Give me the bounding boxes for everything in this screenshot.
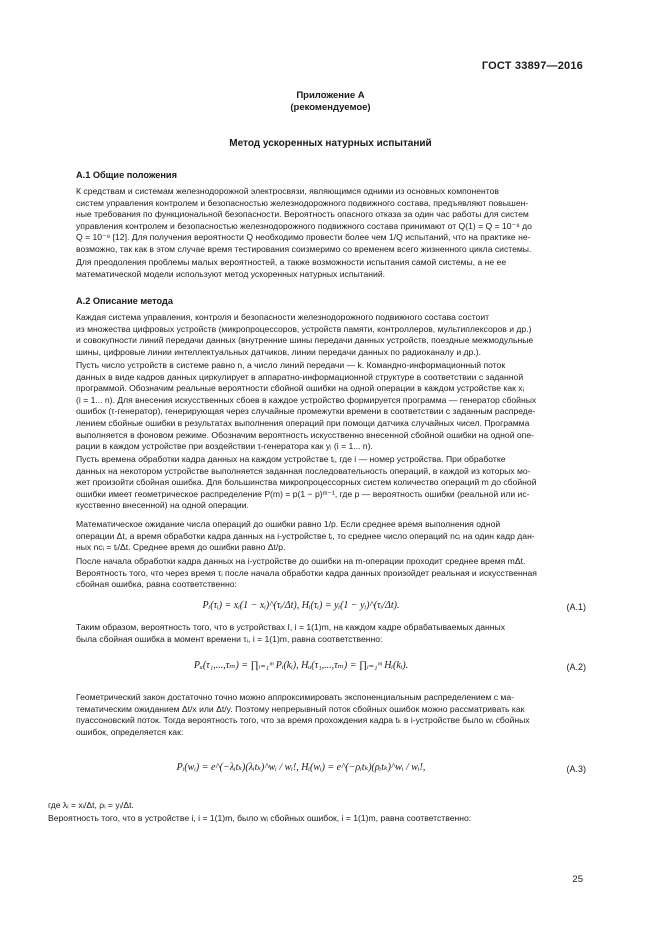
method-title: Метод ускоренных натурных испытаний bbox=[229, 138, 432, 149]
section-heading-a1: А.1 Общие положения bbox=[76, 170, 177, 180]
formula-a1-number: (А.1) bbox=[566, 602, 586, 612]
standard-header: ГОСТ 33897—2016 bbox=[481, 60, 583, 72]
paragraph-1: К средствам и системам железнодорожной электросвязи, являющимся одними из основных компонентов систем управления контролем и безопасностью железнодорожного подвижного состава, предъявляют повышен- ные требования по функциональной безопасности. Вероятность опасного отказа за один час работы для систем управления контролем и безопасностью железнодорожного подвижного состава принимают от Q(1) = Q = 10⁻⁸ до Q = 10⁻⁹ [12]. Для получения вероятности Q необходимо провести более чем 1/Q испытаний, что на практике не- возможно, так как в этом случае время тестирования соизмеримо со временем всего жизненного цикла системы. bbox=[76, 186, 532, 254]
paragraph-8: Таким образом, вероятность того, что в устройствах I, i = 1(1)m, на каждом кадре обрабатываемых данных была сбойная ошибка в момент времени τᵢ, i = 1(1)m, равна соответственно: bbox=[76, 622, 505, 644]
paragraph-5: Пусть времена обработки кадра данных на каждом устройстве tᵢ, где i — номер устройства. При обработке данных на некотором устройстве выполняется заданная последовательность операций, в каждой из которых мо- жет произойти сбойная ошибка. Для большинства микропроцессорных систем количество операций m до сбойной ошибки имеет геометрическое распределение P(m) = p(1 − p)ᵐ⁻¹, где p — вероятность ошибки (реальной или ис- кусственно внесенной) на одной операции. bbox=[76, 454, 537, 511]
formula-a3-expression: Pᵢ(wᵢ) = e^(−λᵢtₖ)(λᵢtₖ)^wᵢ / wᵢ!, Hᵢ(wᵢ) = e^(−ρᵢtₖ)(ρᵢtₖ)^wᵢ / wᵢ!, bbox=[176, 762, 426, 773]
formula-a2 bbox=[76, 658, 586, 682]
formula-a2-expression: Pᵤ(τ₁,...,τₘ) = ∏ᵢ₌₁ᵐ Pᵢ(kᵢ), Hᵤ(τ₁,...,τₘ) = ∏ᵢ₌₁ᵐ Hᵢ(kᵢ). bbox=[193, 660, 409, 671]
appendix-title: Приложение А bbox=[296, 90, 365, 101]
paragraph-7: После начала обработки кадра данных на i-устройстве до ошибки на m-операции проходит среднее время mΔt. Вероятность того, что через время τᵢ после начала обработки кадра данных произойдет реальная и искусственная сбойная ошибка, равна соответственно: bbox=[76, 556, 537, 590]
appendix-subtitle: (рекомендуемое) bbox=[290, 102, 371, 113]
paragraph-6: Математическое ожидание числа операций до ошибки равно 1/p. Если среднее время выполнения одной операции Δt, а время обработки кадра данных на i-устройстве tᵢ, то среднее число операций nсᵢ на один кадр дан- ных nсᵢ = tᵢ/Δt. Среднее время до ошибки равно Δt/p. bbox=[76, 519, 535, 553]
formula-a2-number: (А.2) bbox=[566, 662, 586, 672]
paragraph-9: Геометрический закон достаточно точно можно аппроксимировать экспоненциальным распределением с ма- тематическим ожиданием Δt/x или Δt/y. Поэтому непрерывный поток сбойных ошибок можно рассматривать как пуассоновский поток. Тогда вероятность того, что за время прохождения кадра tₖ в i-устройстве было wᵢ сбойных ошибок, определяется как: bbox=[76, 692, 530, 737]
paragraph-10: где λᵢ = xᵢ/Δt, ρᵢ = yᵢ/Δt. bbox=[48, 800, 134, 810]
paragraph-2: Для преодоления проблемы малых вероятностей, а также возможности испытания самой системы, а не ее математической модели используют метод ускоренных натурных испытаний. bbox=[76, 257, 507, 279]
page-number: 25 bbox=[572, 874, 583, 885]
formula-a1 bbox=[76, 598, 586, 622]
formula-a3-number: (А.3) bbox=[566, 764, 586, 774]
formula-a3 bbox=[76, 760, 586, 784]
formula-a1-expression: Pᵢ(τᵢ) = xᵢ(1 − xᵢ)^(τᵢ/Δt), Hᵢ(τᵢ) = yᵢ(1 − yᵢ)^(τᵢ/Δt). bbox=[202, 600, 400, 611]
paragraph-3: Каждая система управления, контроля и безопасности железнодорожного подвижного состава состоит из множества цифровых устройств (микропроцессоров, устройств памяти, контроллеров, мультиплексоров и др.) и совокупности линий передачи данных (внутренние шины передачи данных устройств, поездные межмодульные шины, цифровые линии интеллектуальных датчиков, линии передачи данных по радиоканалу и др.). bbox=[76, 312, 534, 357]
appendix-heading bbox=[0, 90, 661, 114]
section-heading-a2: А.2 Описание метода bbox=[76, 296, 173, 306]
paragraph-11: Вероятность того, что в устройстве i, i = 1(1)m, было wᵢ сбойных ошибок, i = 1(1)m, равна соответственно: bbox=[48, 813, 472, 823]
paragraph-4: Пусть число устройств в системе равно n, а число линий передачи — k. Командно-информационный поток данных в виде кадров данных циркулирует в аппаратно-информационной структуре в соответствии с заданной программой. Обозначим реальные вероятности сбойной ошибки на одной операции в каждом устройстве как xᵢ (i = 1... n). Для внесения искусственных сбоев в каждое устройство формируется программа — генератор сбойных ошибок (τ-генератор), генерирующая через случайные промежутки времени в соответствии с заданным распреде- лением сбойные ошибки в результатах выполнения операций при помощи датчика случайных чисел. Программа выполняется в фоновом режиме. Обозначим вероятность искусственно внесенной сбойной ошибки на одной опе- рации в каждом устройстве при воздействии τ-генератора как yᵢ (i = 1... n). bbox=[76, 360, 537, 452]
